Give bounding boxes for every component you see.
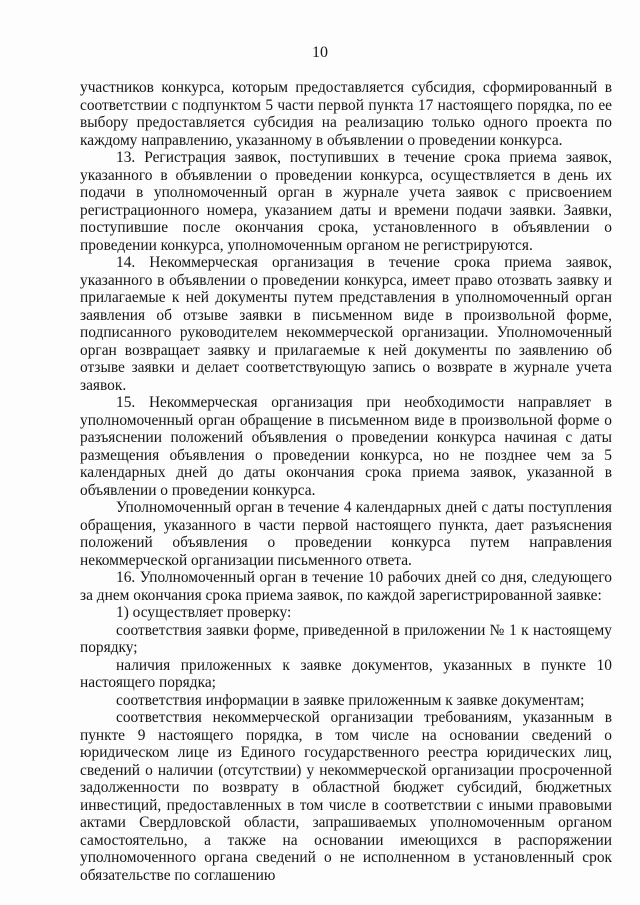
paragraph: 1) осуществляет проверку:: [116, 604, 292, 621]
paragraph: Уполномоченный орган в течение 4 календарных дней с даты поступления обращения, указанного в части первой настоящего пункта, дает разъяснения положений объявления о проведении конкурса путем направления некоммерческой организации письменного ответа.: [80, 499, 612, 569]
paragraph: 13. Регистрация заявок, поступивших в течение срока приема заявок, указанного в объявлении о проведении конкурса, осуществляется в день их подачи в уполномоченный орган в журнале учета заявок с присвоением регистрационного номера, указанием даты и времени подачи заявки. Заявки, поступившие после окончания срока, установленного в объявлении о проведении конкурса, уполномоченным органом не регистрируются.: [80, 149, 612, 254]
paragraph: 16. Уполномоченный орган в течение 10 рабочих дней со дня, следующего за днем окончания срока приема заявок, по каждой зарегистрированной заявке:: [80, 569, 612, 604]
paragraph: 15. Некоммерческая организация при необходимости направляет в уполномоченный орган обращение в письменном виде в произвольной форме о разъяснении положений объявления о проведении конкурса начиная с даты размещения объявления о проведении конкурса, но не позднее чем за 5 календарных дней до даты окончания срока приема заявок, указанной в объявлении о проведении конкурса.: [80, 394, 612, 499]
paragraph: участников конкурса, которым предоставляется субсидия, сформированный в соответствии с подпунктом 5 части первой пункта 17 настоящего порядка, по ее выбору предоставляется субсидия на реализацию только одного проекта по каждому направлению, указанному в объявлении о проведении конкурса.: [80, 79, 612, 149]
document-body: [80, 79, 612, 884]
paragraph: соответствия некоммерческой организации требованиям, указанным в пункте 9 настоящего порядка, в том числе на основании сведений о юридическом лице из Единого государственного реестра юридических лиц, сведений о наличии (отсутствии) у некоммерческой организации просроченной задолженности по возврату в областной бюджет субсидий, бюджетных инвестиций, предоставленных в том числе в соответствии с иными правовыми актами Свердловской области, запрашиваемых уполномоченным органом самостоятельно, а также на основании имеющихся в распоряжении уполномоченного органа сведений о не исполненном в установленный срок обязательстве по соглашению: [80, 709, 612, 884]
paragraph: наличия приложенных к заявке документов, указанных в пункте 10 настоящего порядка;: [80, 656, 612, 691]
paragraph: 14. Некоммерческая организация в течение срока приема заявок, указанного в объявлении о проведении конкурса, имеет право отозвать заявку и прилагаемые к ней документы путем представления в уполномоченный орган заявления об отзыве заявки в письменном виде в произвольной форме, подписанного руководителем некоммерческой организации. Уполномоченный орган возвращает заявку и прилагаемые к ней документы по заявлению об отзыве заявки и делает соответствующую запись о возврате в журнале учета заявок.: [80, 254, 612, 394]
paragraph: соответствия заявки форме, приведенной в приложении № 1 к настоящему порядку;: [80, 621, 612, 656]
page-number: 10: [312, 44, 328, 61]
paragraph: соответствия информации в заявке приложенным к заявке документам;: [116, 691, 585, 709]
